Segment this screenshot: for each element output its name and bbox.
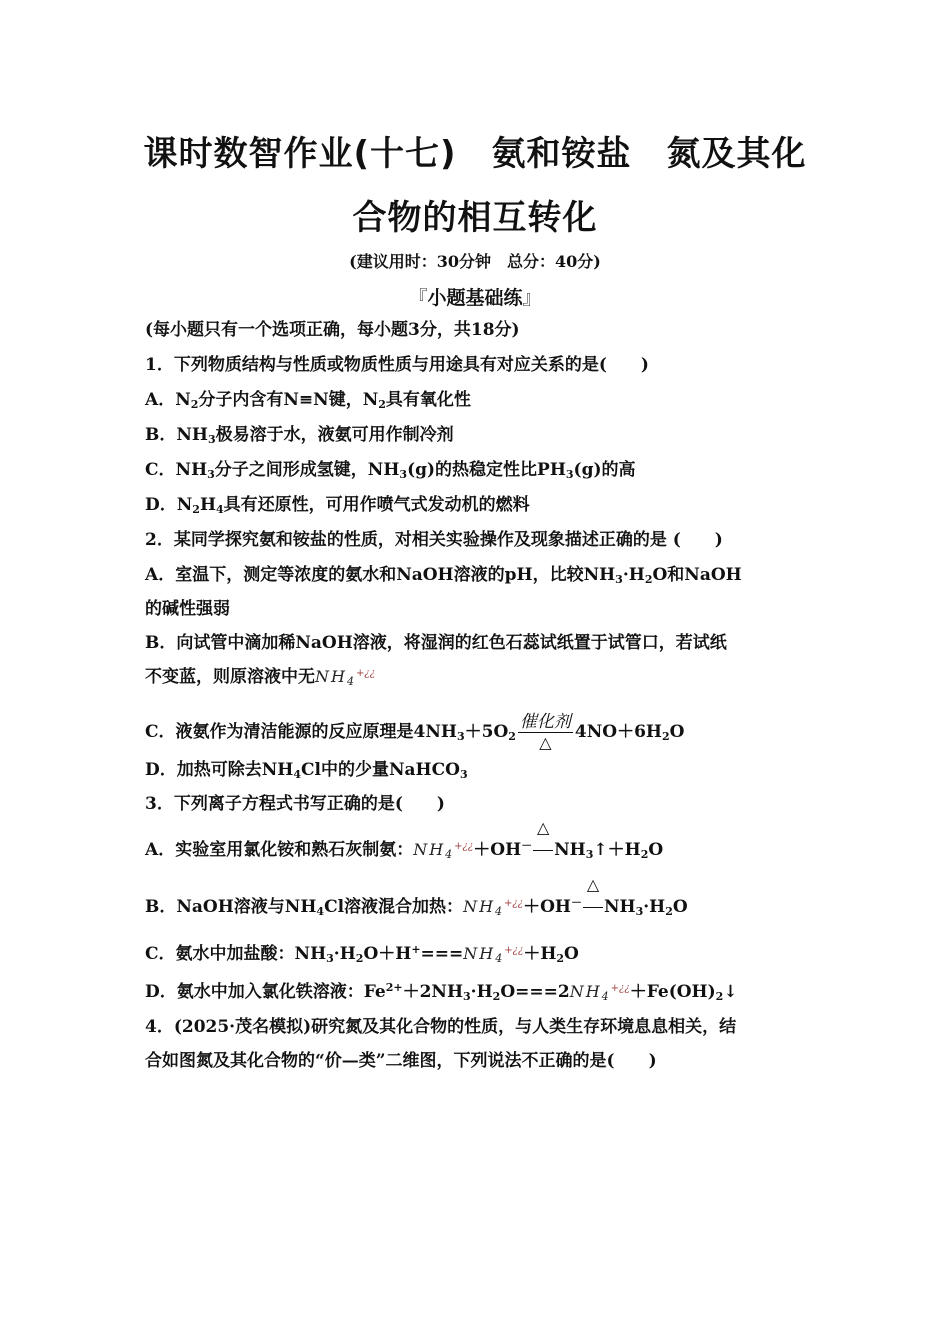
q2-option-d: D．加热可除去$NH_4Cl$中的少量NaHCO$_3$ (145, 760, 468, 781)
q1-option-d: D．$N_2H_4$具有还原性，可用作喷气式发动机的燃料 (145, 495, 530, 516)
heat-condition: △ (532, 838, 554, 862)
ammonium-ion: $NH_4^{+¿¿}$ (463, 897, 524, 918)
q1-option-b: B．$NH_3$极易溶于水，液氨可用作制冷剂 (145, 425, 454, 446)
q3-option-c: C．氨水中加盐酸：$NH_3\cdot H_2O+H^+===NH_4^{+¿¿}+H_2O$ (145, 943, 579, 965)
section-intro: (每小题只有一个选项正确，每小题3分，共18分) (145, 320, 520, 340)
q3-stem: 3．下列离子方程式书写正确的是( ) (145, 794, 445, 814)
section-bracket-right: 』 (522, 287, 542, 309)
section-label: 小题基础练 (427, 287, 523, 309)
section-bracket-left: 『 (408, 287, 428, 309)
q1-option-a: A．$N_2$分子内含有N≡N键，$N_2$具有氧化性 (145, 390, 471, 411)
q4-stem-line2: 合如图氮及其化合物的“价—类”二维图，下列说法不正确的是( ) (145, 1051, 657, 1071)
reaction-condition: 催化剂 △ (519, 712, 571, 752)
q3-option-b: B．NaOH溶液与$NH_4Cl$溶液混合加热：$NH_4^{+¿¿}+OH^-$ △ $NH_3\cdot H_2O$ (145, 875, 688, 918)
q2-option-a-line1: A．室温下，测定等浓度的氨水和NaOH溶液的pH，比较$NH_3\cdot H_2O$和NaOH (145, 565, 742, 586)
q2-option-a-line2: 的碱性强弱 (145, 599, 230, 619)
ammonium-ion: $NH_4^{+¿¿}$ (569, 982, 630, 1003)
q3-option-a: A．实验室用氯化铵和熟石灰制氨：$NH_4^{+¿¿}+OH^-$ △ $NH_3↑+H_2O$ (145, 818, 664, 861)
q1-stem: 1．下列物质结构与性质或物质性质与用途具有对应关系的是( ) (145, 355, 649, 375)
q2-option-c: C．液氨作为清洁能源的反应原理是$4NH_3+5O_2$ 催化剂 △ $4NO+6H_2O$ (145, 712, 685, 752)
ammonium-ion: $NH_4^{+¿¿}$ (315, 667, 376, 688)
time-score-note: (建议用时：30分钟 总分：40分) (349, 252, 601, 271)
q3-option-d: D．氨水中加入氯化铁溶液：$Fe^{2+}+2NH_3\cdot H_2O===2NH_4^{+¿¿}+Fe(OH)_2↓$ (145, 981, 738, 1003)
ammonium-ion: $NH_4^{+¿¿}$ (413, 840, 474, 861)
section-heading (0, 283, 950, 310)
q2-stem: 2．某同学探究氨和铵盐的性质，对相关实验操作及现象描述正确的是 ( ) (145, 530, 723, 550)
q4-stem-line1: 4．(2025·茂名模拟)研究氮及其化合物的性质，与人类生存环境息息相关，结 (145, 1017, 737, 1037)
heat-condition: △ (582, 895, 604, 919)
page-title-line2: 合物的相互转化 (352, 198, 598, 238)
ammonium-ion: $NH_4^{+¿¿}$ (463, 944, 524, 965)
q1-option-c: C．$NH_3$分子之间形成氢键，$NH_3(g)$的热稳定性比$PH_3(g)$的高 (145, 460, 636, 481)
q2-option-b-line2: 不变蓝，则原溶液中无$NH_4^{+¿¿}$ (145, 667, 376, 688)
q2-option-b-line1: B．向试管中滴加稀NaOH溶液，将湿润的红色石蕊试纸置于试管口，若试纸 (145, 633, 727, 653)
page-title-line1: 课时数智作业(十七) 氨和铵盐 氮及其化 (143, 134, 807, 174)
